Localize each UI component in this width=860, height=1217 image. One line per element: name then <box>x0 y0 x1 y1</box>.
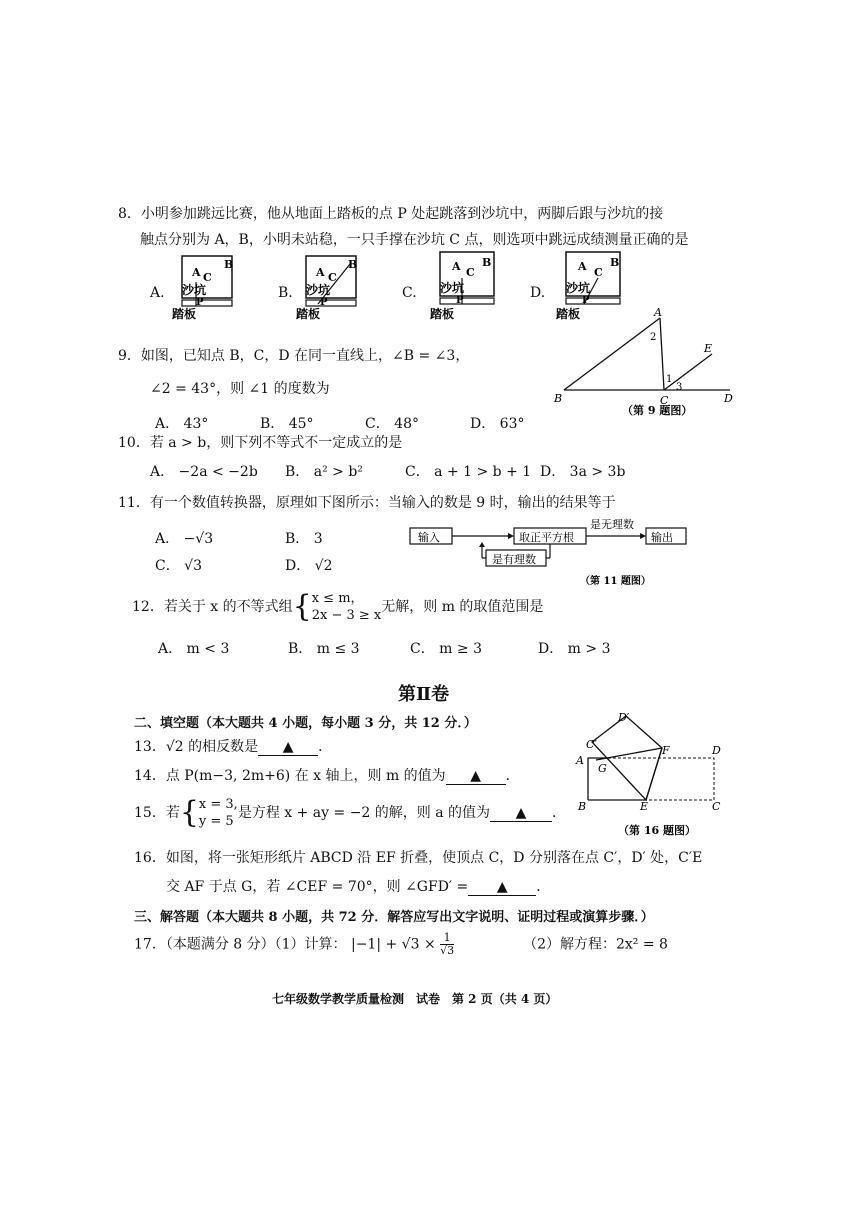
page-footer: 七年级数学教学质量检测 试卷 第 2 页（共 4 页） <box>272 992 558 1006</box>
q8d-pt-c: C <box>594 266 603 279</box>
q9-angle-2: 2 <box>650 332 657 343</box>
q8d-pt-p: P <box>582 295 590 306</box>
q9-option-b[interactable]: B． 45° <box>260 416 314 432</box>
q8c-box-label: 沙坑 <box>440 281 465 295</box>
q9-angle-3: 3 <box>676 382 683 393</box>
flow-output: 输出 <box>651 531 673 544</box>
q16-line1: 16．如图，将一张矩形纸片 ABCD 沿 EF 折叠，使顶点 C，D 分别落在点 C′，D′ 处，C′E <box>134 850 703 866</box>
q12-suffix: 无解，则 m 的取值范围是 <box>381 599 544 615</box>
q8a-board-label: 踏板 <box>172 307 197 321</box>
q8-line1: 8．小明参加跳远比赛，他从地面上踏板的点 P 处起跳落到沙坑中，两脚后跟与沙坑的接 <box>118 206 664 222</box>
fig16-label-b: B <box>578 800 587 813</box>
q8d-box-label: 沙坑 <box>566 281 591 295</box>
fig16-label-d: D <box>712 744 721 757</box>
q14-blank[interactable]: ▲ <box>446 768 506 785</box>
q12-prefix: 12．若关于 x 的不等式组 <box>132 599 293 615</box>
q8a-pt-b: B <box>224 258 234 271</box>
q12-system <box>312 590 382 624</box>
q8b-pt-b: B <box>348 258 358 271</box>
q12-sys-line1: x ≤ m， <box>311 591 364 606</box>
q16-line2-text: 交 AF 于点 G，若 ∠CEF = 70°，则 ∠GFD′ = <box>166 879 469 895</box>
q9-label-b: B <box>554 392 563 405</box>
q10-option-d[interactable]: D． 3a > 3b <box>540 464 626 480</box>
q8-figure-c <box>424 250 504 332</box>
q17-prefix: 17．（本题满分 8 分）（1）计算： <box>134 936 347 953</box>
q8a-pt-c: C <box>203 271 212 284</box>
q11-option-d[interactable]: D． √2 <box>285 558 333 574</box>
q15-sys-line2: y = 5 <box>198 814 234 829</box>
q9-figure <box>552 304 742 424</box>
q17-part2: （2）解方程：2x² = 8 <box>523 936 668 953</box>
q8b-box-label: 沙坑 <box>306 283 331 297</box>
q15-suffix: 是方程 x + ay = −2 的解，则 a 的值为 <box>237 805 491 821</box>
q12-brace: { <box>292 589 312 624</box>
q15-blank[interactable]: ▲ <box>490 805 552 822</box>
fig16-label-c: C <box>712 800 721 813</box>
q8c-pt-c: C <box>466 266 475 279</box>
q8-figure-b <box>296 254 368 332</box>
fig16-label-f: F <box>662 744 670 757</box>
q9-line1: 9．如图，已知点 B，C，D 在同一直线上，∠B = ∠3， <box>118 348 470 364</box>
q12-sys-line2: 2x − 3 ≥ x <box>311 608 382 623</box>
q8d-pt-b: B <box>610 256 620 269</box>
q8a-pt-a: A <box>192 266 201 279</box>
q8b-pt-p: P <box>320 297 328 308</box>
q12-option-d[interactable]: D． m > 3 <box>538 641 611 657</box>
q13-blank[interactable]: ▲ <box>258 739 318 756</box>
flow-irrational: 是无理数 <box>590 518 634 531</box>
q9-option-a[interactable]: A． 43° <box>155 416 209 432</box>
q8-option-d[interactable]: D. <box>530 285 546 301</box>
q10-option-b[interactable]: B． a² > b² <box>285 464 363 480</box>
q8b-pt-c: C <box>328 271 337 284</box>
q8-option-a[interactable]: A. <box>150 285 165 301</box>
q11-option-a[interactable]: A． −√3 <box>155 531 214 547</box>
q14: 14．点 P(m−3, 2m+6) 在 x 轴上，则 m 的值为 ▲ ． <box>134 768 520 784</box>
q15: 15．若{ x = 3, y = 5 是方程 x + ay = −2 的解，则 a 的值为 ▲ ． <box>134 795 567 830</box>
q9-label-c: C <box>660 394 669 407</box>
q10-stem: 10．若 a > b，则下列不等式不一定成立的是 <box>118 435 403 451</box>
q11-option-c[interactable]: C． √3 <box>155 558 202 574</box>
q15-system <box>199 796 238 830</box>
fig16-label-a: A <box>576 754 584 767</box>
q15-sys-line1: x = 3, <box>198 797 238 812</box>
q8-option-b[interactable]: B. <box>278 285 293 301</box>
q8c-board-label: 踏板 <box>430 307 455 321</box>
fig16-caption: （第 16 题图） <box>618 824 696 837</box>
q8-line2: 触点分别为 A，B，小明未站稳，一只手撑在沙坑 C 点，则选项中跳远成绩测量正确的是 <box>140 232 689 248</box>
q9-angle-1: 1 <box>666 374 673 385</box>
q9-line2: ∠2 = 43°，则 ∠1 的度数为 <box>150 381 330 397</box>
q17-expr: |−1| + √3 × <box>350 936 436 953</box>
fig16-label-d1: D′ <box>618 711 630 724</box>
q9-option-d[interactable]: D． 63° <box>470 416 525 432</box>
q17-fraction <box>440 932 454 957</box>
q15-brace: { <box>179 795 199 830</box>
q8a-pt-p: P <box>196 297 204 308</box>
q11-option-b[interactable]: B． 3 <box>285 531 323 547</box>
q9-option-c[interactable]: C． 48° <box>365 416 419 432</box>
q11-fig-caption: （第 11 题图） <box>580 576 651 587</box>
q9-fig-caption: （第 9 题图） <box>622 404 693 417</box>
q8d-pt-a: A <box>578 260 587 273</box>
q12-option-a[interactable]: A． m < 3 <box>158 641 230 657</box>
q14-text: 14．点 P(m−3, 2m+6) 在 x 轴上，则 m 的值为 <box>134 768 446 784</box>
q13: 13．√2 的相反数是 ▲ ． <box>134 739 333 755</box>
solve-header: 三、解答题（本大题共 8 小题，共 72 分．解答应写出文字说明、证明过程或演算步骤．） <box>134 910 654 925</box>
q17-frac-den: √3 <box>440 944 455 957</box>
q8-option-c[interactable]: C. <box>402 285 417 301</box>
q11-flowchart <box>408 512 688 590</box>
q17 <box>134 932 668 957</box>
q8d-board-label: 踏板 <box>556 307 581 321</box>
q16-figure <box>570 710 730 840</box>
flow-sqrt: 取正平方根 <box>519 531 574 544</box>
q12-option-c[interactable]: C． m ≥ 3 <box>410 641 482 657</box>
q9-label-d: D <box>724 392 733 405</box>
q12-stem <box>132 590 543 624</box>
q9-label-a: A <box>654 306 662 319</box>
fill-header: 二、填空题（本大题共 4 小题，每小题 3 分，共 12 分．） <box>134 716 477 731</box>
q9-label-e: E <box>704 342 713 355</box>
q11-stem: 11．有一个数值转换器，原理如下图所示：当输入的数是 9 时，输出的结果等于 <box>118 495 616 511</box>
flow-rational: 是有理数 <box>492 553 536 566</box>
q8c-pt-a: A <box>452 260 461 273</box>
q13-text: 13．√2 的相反数是 <box>134 739 259 755</box>
q10-option-c[interactable]: C． a + 1 > b + 1 <box>405 464 532 480</box>
q8b-pt-a: A <box>316 266 325 279</box>
q12-option-b[interactable]: B． m ≤ 3 <box>288 641 360 657</box>
q8c-pt-p: P <box>456 295 464 306</box>
q8c-pt-b: B <box>482 256 492 269</box>
q10-option-a[interactable]: A． −2a < −2b <box>150 464 258 480</box>
fig16-label-g: G <box>598 762 607 775</box>
q8b-board-label: 踏板 <box>296 307 321 321</box>
q8a-box-label: 沙坑 <box>182 283 207 297</box>
fig16-label-e: E <box>640 800 649 813</box>
q16-line2: 交 AF 于点 G，若 ∠CEF = 70°，则 ∠GFD′ = ▲ ． <box>166 879 551 895</box>
section2-title: 第Ⅱ卷 <box>398 684 450 705</box>
q8-figure-a <box>172 254 244 332</box>
fig16-label-c1: C′ <box>586 738 597 751</box>
q16-blank[interactable]: ▲ <box>468 879 536 896</box>
q15-prefix: 15．若 <box>134 805 180 821</box>
flow-input: 输入 <box>418 531 440 544</box>
q17-frac-num: 1 <box>440 932 454 945</box>
